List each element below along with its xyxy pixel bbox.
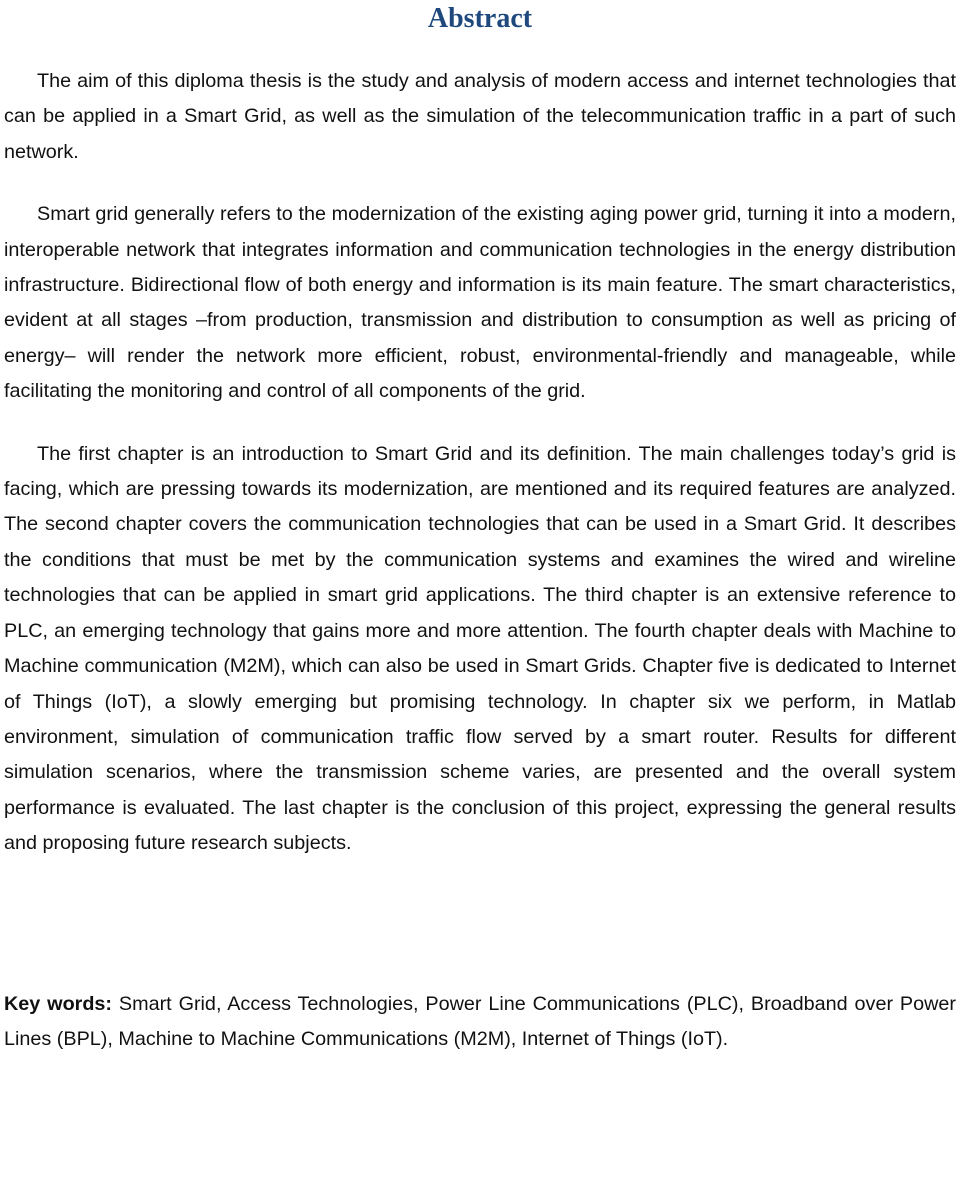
abstract-paragraph-aim: The aim of this diploma thesis is the study and analysis of modern access and internet technologies that can be applied in a Smart Grid, as well as the simulation of the telecommunication traffic in a part of such network. <box>4 70 956 163</box>
document-page <box>4 0 956 1057</box>
keywords-section <box>4 987 956 1058</box>
abstract-paragraph-smart-grid: Smart grid generally refers to the modernization of the existing aging power grid, turning it into a modern, interoperable network that integrates information and communication technologies in the energy distribution infrastructure. Bidirectional flow of both energy and information is its main feature. The smart characteristics, evident at all stages –from production, transmission and distribution to consumption as well as pricing of energy– will render the network more efficient, robust, environmental-friendly and manageable, while facilitating the monitoring and control of all components of the grid. <box>4 203 956 403</box>
page-title: Abstract <box>427 3 533 34</box>
keywords-text: Smart Grid, Access Technologies, Power Line Communications (PLC), Broadband over Power Lines (BPL), Machine to Machine Communications (M2M), Internet of Things (IoT). <box>4 992 956 1050</box>
abstract-paragraph-chapters: The first chapter is an introduction to Smart Grid and its definition. The main challenges today’s grid is facing, which are pressing towards its modernization, are mentioned and its required features are analyzed. The second chapter covers the communication technologies that can be used in a Smart Grid. It describes the conditions that must be met by the communication systems and examines the wired and wireline technologies that can be applied in smart grid applications. The third chapter is an extensive reference to PLC, an emerging technology that gains more and more attention. The fourth chapter deals with Machine to Machine communication (M2M), which can also be used in Smart Grids. Chapter five is dedicated to Internet of Things (IoT), a slowly emerging but promising technology. In chapter six we perform, in Matlab environment, simulation of communication traffic flow served by a smart router. Results for different simulation scenarios, where the transmission scheme varies, are presented and the overall system performance is evaluated. The last chapter is the conclusion of this project, expressing the general results and proposing future research subjects. <box>4 442 956 855</box>
keywords-label: Key words: <box>4 992 113 1015</box>
